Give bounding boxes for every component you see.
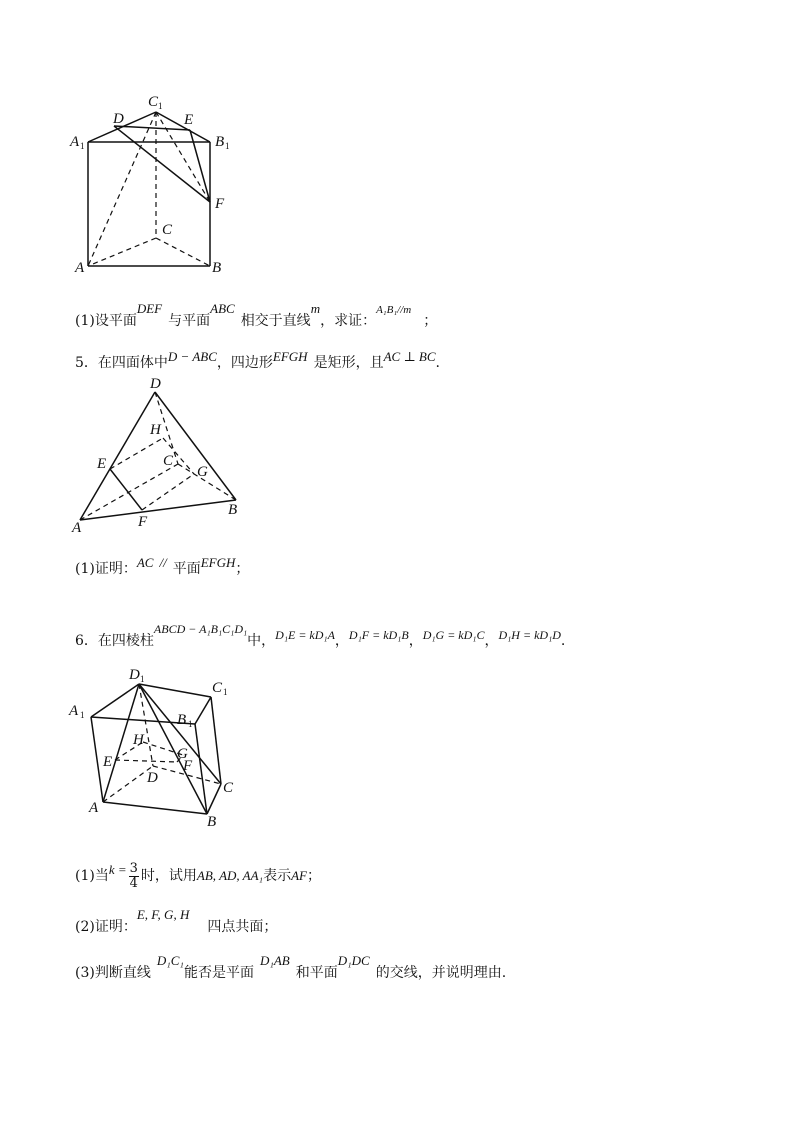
label-a1: A xyxy=(69,703,79,719)
q6-part3-mid: 能否是平面 xyxy=(183,965,254,981)
q6-part1-end: ； xyxy=(306,868,321,885)
label-b1: B xyxy=(215,134,225,150)
q5-mid2: 是矩形，且 xyxy=(313,355,384,371)
label-c: C xyxy=(223,780,234,796)
q6-part1-prefix: (1)当 xyxy=(75,868,109,885)
label-c1-sub: 1 xyxy=(158,101,163,111)
label-d1-sub: 1 xyxy=(140,674,145,684)
quadrangular-prism-figure xyxy=(65,662,250,832)
prism-name: ABCD − A₁B₁C₁D₁ xyxy=(153,622,248,636)
fraction-numerator: 3 xyxy=(129,861,138,876)
q6-part1-mid: 时，试用 xyxy=(140,868,197,885)
label-a: A xyxy=(75,260,85,276)
label-f: F xyxy=(183,758,193,774)
tetrahedron-figure xyxy=(70,372,250,537)
fraction-three-quarters xyxy=(129,862,139,890)
label-c: C xyxy=(163,453,174,469)
plane-def: DEF xyxy=(136,301,163,316)
q5-statement xyxy=(75,349,440,371)
points-efgh: E, F, G, H xyxy=(136,907,190,922)
q4-part1 xyxy=(75,301,438,329)
quad-efgh: EFGH xyxy=(272,349,308,364)
plane-efgh: EFGH xyxy=(200,555,236,570)
parallel-symbol: // xyxy=(159,555,167,570)
ratio-h: D₁H = kD₁D xyxy=(498,628,561,642)
label-g: G xyxy=(197,464,208,480)
line-m: m xyxy=(310,301,321,316)
label-c: C xyxy=(162,222,173,238)
ratio-e: D₁E = kD₁A xyxy=(275,628,335,642)
label-h: H xyxy=(133,732,144,748)
q4-part1-prefix: (1)设平面 xyxy=(75,313,137,329)
basis-vectors: AB, AD, AA₁ xyxy=(196,868,264,884)
label-a1: A xyxy=(70,134,80,150)
vector-af: AF xyxy=(291,868,307,884)
q4-part1-end: ； xyxy=(423,313,438,329)
q5-part1-mid: 平面 xyxy=(172,561,201,577)
q6-part1-mid2: 表示 xyxy=(263,868,292,885)
q5-mid: ，四边形 xyxy=(216,355,273,371)
plane-d1dc: D₁DC xyxy=(337,953,370,968)
label-b: B xyxy=(207,814,217,830)
label-b1: B xyxy=(177,712,187,728)
q6-part2 xyxy=(75,907,278,935)
label-g: G xyxy=(177,746,188,762)
label-b: B xyxy=(212,260,222,276)
tetrahedron: D − ABC xyxy=(167,349,217,364)
q6-part2-prefix: (2)证明： xyxy=(75,919,137,935)
q6-mid: 中， xyxy=(247,633,276,649)
label-c1-sub: 1 xyxy=(223,687,228,697)
label-d: D xyxy=(147,770,158,786)
label-f: F xyxy=(215,196,225,212)
q6-part1 xyxy=(75,862,321,890)
q5-num: 5．在四面体中 xyxy=(75,355,168,371)
label-a: A xyxy=(89,800,99,816)
line-d1c1: D₁C₁ xyxy=(156,953,184,968)
q6-part3-end: 的交线，并说明理由. xyxy=(375,965,507,981)
label-c1: C xyxy=(212,680,223,696)
label-a: A xyxy=(72,520,82,536)
q5-part1-prefix: (1)证明： xyxy=(75,561,137,577)
separator: ， xyxy=(484,633,499,649)
q6-part2-end: 四点共面； xyxy=(207,919,278,935)
separator: ， xyxy=(334,633,349,649)
ratio-g: D₁G = kD₁C xyxy=(422,628,485,642)
label-a1-sub: 1 xyxy=(80,141,85,151)
q6-statement xyxy=(75,622,566,649)
label-e: E xyxy=(97,456,107,472)
line-ac: AC xyxy=(136,555,154,570)
label-d: D xyxy=(150,376,161,392)
q6-end: . xyxy=(560,633,566,649)
label-c1: C xyxy=(148,94,159,110)
label-f: F xyxy=(138,514,148,530)
label-d: D xyxy=(113,111,124,127)
prism-figure xyxy=(70,90,240,280)
q5-part1 xyxy=(75,555,250,577)
q6-num: 6．在四棱柱 xyxy=(75,633,154,649)
label-b: B xyxy=(228,502,238,518)
plane-d1ab: D₁AB xyxy=(259,953,290,968)
k-equals: k = xyxy=(108,862,127,878)
conclusion: A₁B₁//m xyxy=(376,304,412,316)
q6-part3-prefix: (3)判断直线 xyxy=(75,965,151,981)
ratio-f: D₁F = kD₁B xyxy=(348,628,409,642)
fraction-denominator: 4 xyxy=(129,875,138,891)
q5-end: . xyxy=(435,355,440,371)
label-b1-sub: 1 xyxy=(188,719,193,729)
q6-part3 xyxy=(75,953,507,981)
label-e: E xyxy=(184,112,194,128)
plane-abc: ABC xyxy=(210,301,235,316)
q4-part1-mid2: 相交于直线 xyxy=(240,313,311,329)
label-h: H xyxy=(150,422,161,438)
label-b1-sub: 1 xyxy=(225,141,230,151)
separator: ， xyxy=(408,633,423,649)
q4-part1-mid1: 与平面 xyxy=(168,313,211,329)
perp-condition: AC ⊥ BC xyxy=(383,349,436,364)
q5-part1-end: ； xyxy=(235,561,250,577)
label-d1: D xyxy=(129,667,140,683)
label-a1-sub: 1 xyxy=(80,710,85,720)
q4-part1-mid3: ，求证： xyxy=(320,313,377,329)
label-e: E xyxy=(103,754,113,770)
q6-part3-mid2: 和平面 xyxy=(295,965,338,981)
